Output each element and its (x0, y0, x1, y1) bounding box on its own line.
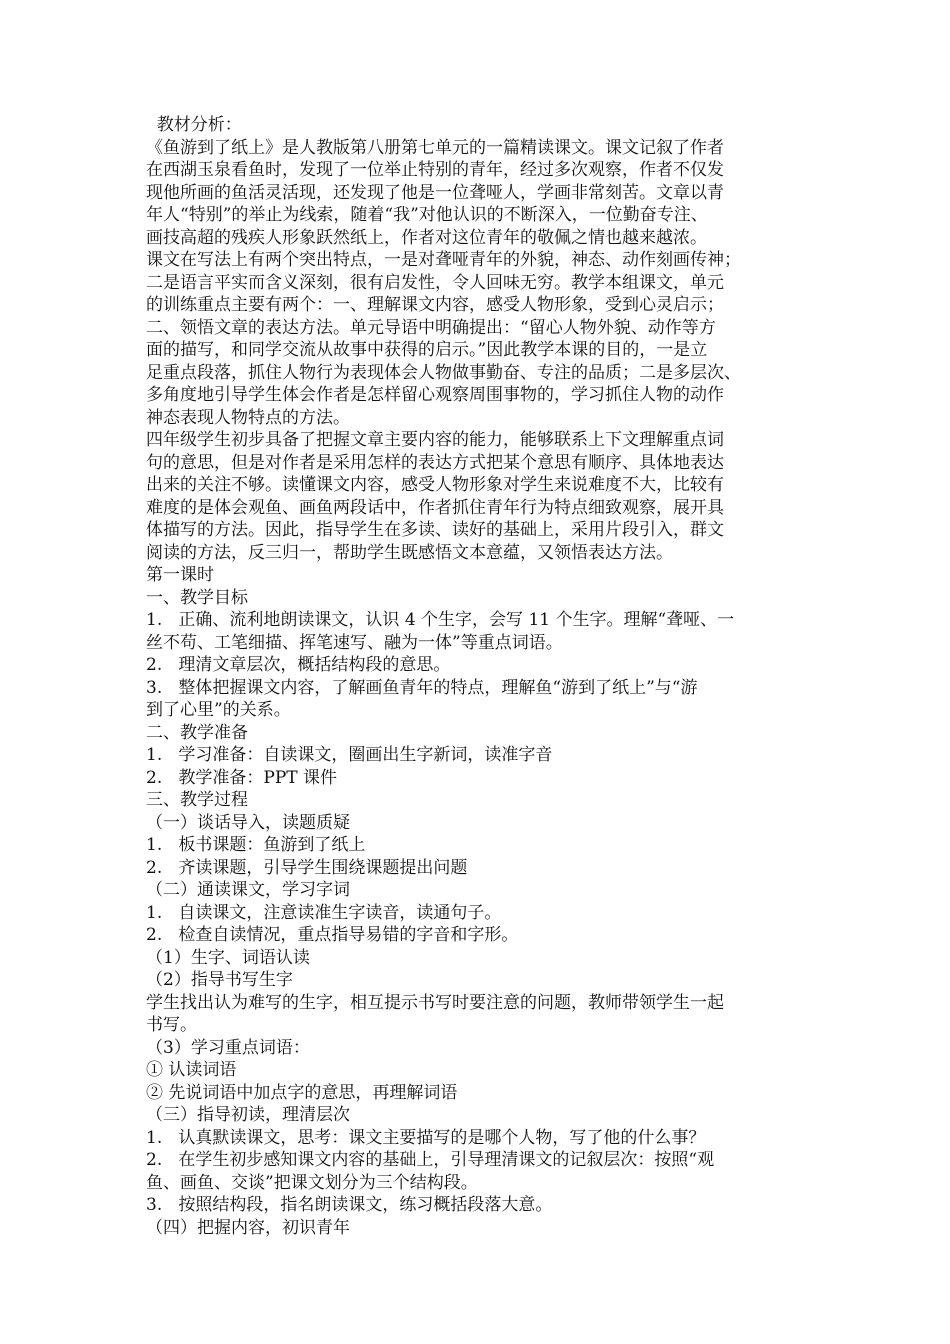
paragraph-line: 二是语言平实而含义深刻，很有启发性，令人回味无穷。教学本组课文，单元 (146, 272, 724, 293)
list-item: 1. 正确、流利地朗读课文，认识 4 个生字，会写 11 个生字。理解“聋哑、一 (146, 610, 735, 630)
list-item: 1. 学习准备：自读课文，圈画出生字新词，读准字音 (146, 745, 553, 765)
paragraph-line: 画技高超的残疾人形象跃然纸上，作者对这位青年的敬佩之情也越来越浓。 (146, 227, 707, 248)
section-heading-process: 三、教学过程 (146, 790, 248, 810)
sub-list-item: （2）指导书写生字 (146, 970, 293, 990)
lesson-title: 第一课时 (146, 565, 214, 585)
list-item: 2. 在学生初步感知课文内容的基础上，引导理清课文的记叙层次：按照“观 (146, 1150, 715, 1170)
paragraph-line: 阅读的方法，反三归一，帮助学生既感悟文本意蕴，又领悟表达方法。 (146, 542, 673, 563)
section-heading-goals: 一、教学目标 (146, 587, 248, 608)
sub-list-item: （3）学习重点词语： (146, 1037, 310, 1058)
circled-list-item: ② 先说词语中加点字的意思，再理解词语 (146, 1082, 458, 1103)
paragraph-line: 多角度地引导学生体会作者是怎样留心观察周围事物的，学习抓住人物的动作 (146, 385, 724, 405)
circled-list-item: ① 认读词语 (146, 1060, 237, 1080)
sub-list-item: （1）生字、词语认读 (146, 947, 310, 968)
paragraph-line: 足重点段落，抓住人物行为表现体会人物做事勤奋、专注的品质；二是多层次、 (146, 362, 741, 383)
paragraph-line: 现他所画的鱼活灵活现，还发现了他是一位聋哑人，学画非常刻苦。文章以青 (146, 182, 724, 203)
paragraph-line: 体描写的方法。因此，指导学生在多读、读好的基础上，采用片段引入，群文 (146, 520, 724, 540)
subsection-heading: （二）通读课文，学习字词 (146, 880, 350, 900)
paragraph-line: 四年级学生初步具备了把握文章主要内容的能力，能够联系上下文理解重点词 (146, 430, 724, 450)
paragraph-line: 句的意思，但是对作者是采用怎样的表达方式把某个意思有顺序、具体地表达 (146, 452, 724, 473)
paragraph-line: 在西湖玉泉看鱼时，发现了一位举止特别的青年，经过多次观察，作者不仅发 (146, 160, 724, 180)
paragraph-line: 书写。 (146, 1015, 197, 1035)
section-heading-textbook-analysis: 教材分析： (146, 115, 242, 135)
paragraph-line: 年人“特别”的举止为线索，随着“我”对他认识的不断深入，一位勤奋专注、 (146, 205, 708, 225)
paragraph-line: 课文在写法上有两个突出特点，一是对聋哑青年的外貌，神态、动作刻画传神； (146, 250, 741, 270)
paragraph-line: 难度的是体会观鱼、画鱼两段话中，作者抓住青年行为特点细致观察，展开具 (146, 497, 724, 518)
subsection-heading: （三）指导初读，理清层次 (146, 1105, 350, 1125)
paragraph-line: 的训练重点主要有两个：一、理解课文内容，感受人物形象，受到心灵启示； (146, 295, 724, 315)
list-item: 2. 齐读课题，引导学生围绕课题提出问题 (146, 857, 468, 878)
list-item: 2. 检查自读情况，重点指导易错的字音和字形。 (146, 925, 519, 945)
paragraph-line: 二、领悟文章的表达方法。单元导语中明确提出：“留心人物外貌、动作等方 (146, 317, 716, 338)
subsection-heading: （一）谈话导入，读题质疑 (146, 812, 350, 833)
list-item-continuation: 到了心里”的关系。 (146, 700, 291, 720)
list-item: 2. 教学准备：PPT 课件 (146, 767, 338, 788)
document-body (146, 114, 800, 1239)
list-item: 2. 理清文章层次，概括结构段的意思。 (146, 655, 451, 675)
paragraph-line: 面的描写，和同学交流从故事中获得的启示。”因此教学本课的目的，一是立 (146, 340, 708, 360)
list-item: 1. 认真默读课文，思考：课文主要描写的是哪个人物，写了他的什么事？ (146, 1127, 706, 1148)
list-item: 3. 整体把握课文内容，了解画鱼青年的特点，理解鱼“游到了纸上”与“游 (146, 677, 698, 698)
subsection-heading: （四）把握内容，初识青年 (146, 1217, 350, 1238)
paragraph-line: 学生找出认为难写的生字，相互提示书写时要注意的问题，教师带领学生一起 (146, 992, 724, 1013)
list-item: 1. 自读课文，注意读准生字读音，读通句子。 (146, 902, 502, 923)
list-item-continuation: 丝不苟、工笔细描、挥笔速写、融为一体”等重点词语。 (146, 632, 563, 653)
list-item-continuation: 鱼、画鱼、交谈”把课文划分为三个结构段。 (146, 1172, 478, 1193)
paragraph-line: 《鱼游到了纸上》是人教版第八册第七单元的一篇精读课文。课文记叙了作者 (146, 137, 724, 158)
paragraph-line: 出来的关注不够。读懂课文内容，感受人物形象对学生来说难度不大，比较有 (146, 475, 724, 495)
section-heading-preparation: 二、教学准备 (146, 722, 248, 743)
list-item: 1. 板书课题：鱼游到了纸上 (146, 835, 366, 855)
paragraph-line: 神态表现人物特点的方法。 (146, 407, 350, 428)
list-item: 3. 按照结构段，指名朗读课文，练习概括段落大意。 (146, 1195, 553, 1215)
